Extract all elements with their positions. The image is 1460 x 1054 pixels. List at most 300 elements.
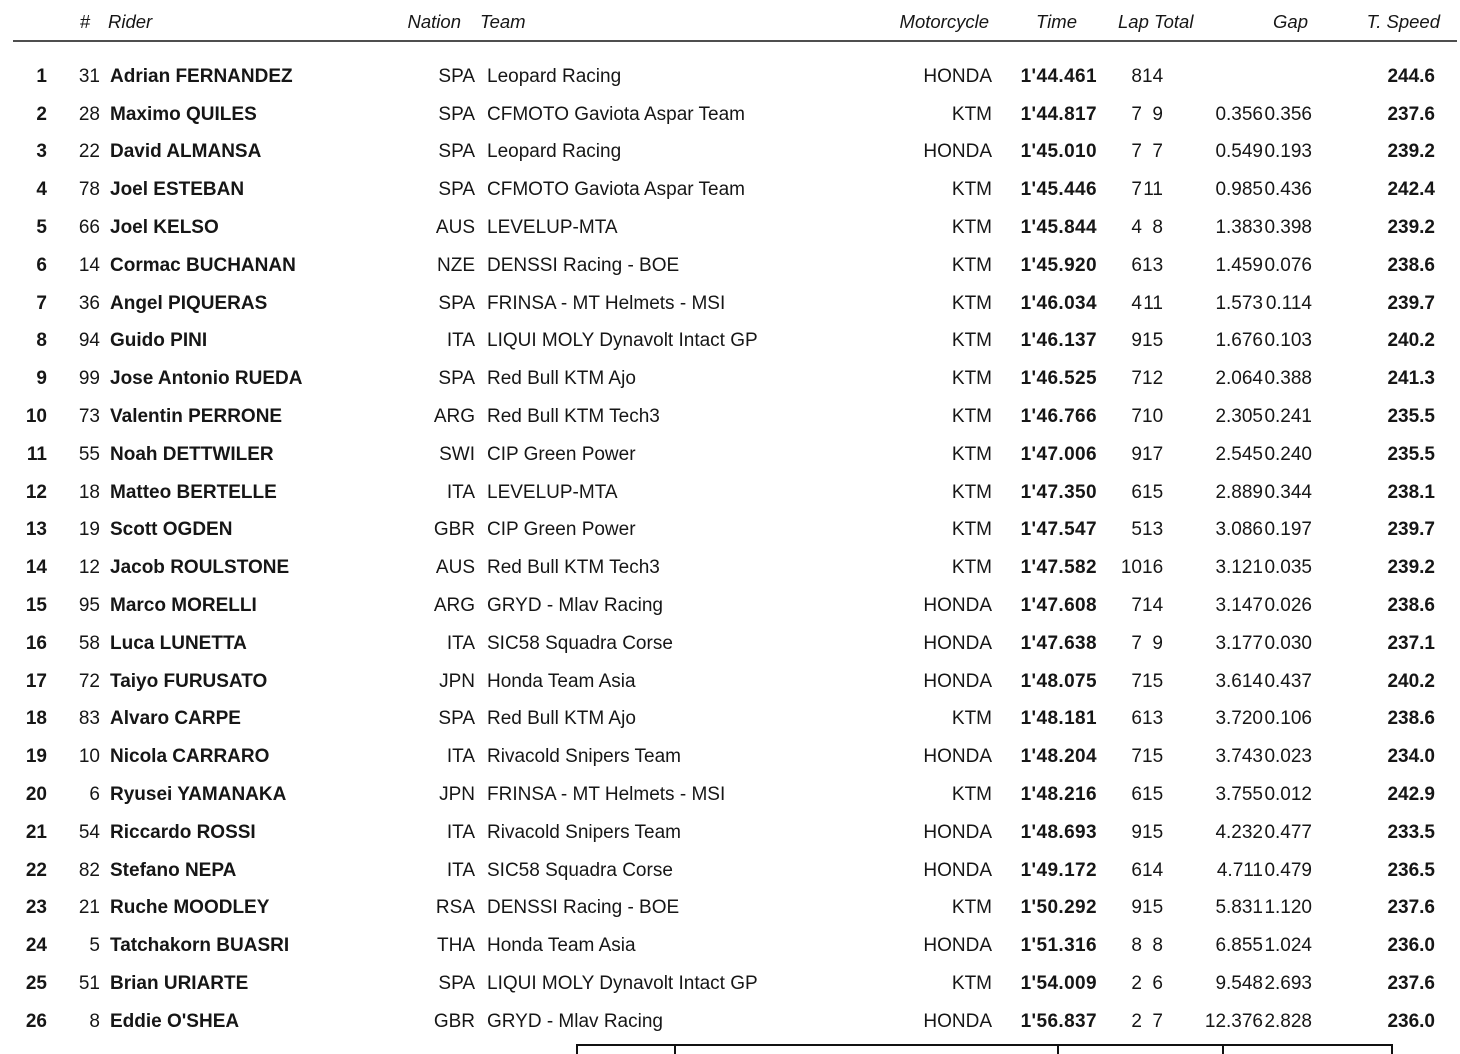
column-header-time: Time bbox=[1036, 11, 1077, 32]
cell-lap: 6 bbox=[1131, 708, 1142, 730]
cell-team: Rivacold Snipers Team bbox=[487, 746, 681, 768]
cell-total-laps: 15 bbox=[1142, 821, 1164, 843]
cell-position: 17 bbox=[25, 670, 47, 692]
cell-motorcycle: KTM bbox=[951, 368, 992, 390]
cell-top-speed: 237.6 bbox=[1387, 973, 1435, 995]
cell-gap-to-prev: 0.103 bbox=[1264, 330, 1312, 352]
cell-gap-to-prev: 0.479 bbox=[1264, 859, 1312, 881]
cell-team: SIC58 Squadra Corse bbox=[487, 859, 673, 881]
cell-top-speed: 238.1 bbox=[1387, 481, 1435, 503]
cell-gap-to-first: 12.376 bbox=[1204, 1010, 1263, 1032]
cell-lap: 8 bbox=[1131, 935, 1142, 957]
table-row bbox=[0, 474, 1435, 512]
cell-rider-name: Joel KELSO bbox=[110, 217, 219, 239]
cell-nation: ITA bbox=[446, 859, 475, 881]
cell-position: 9 bbox=[36, 368, 47, 390]
cell-rider-number: 78 bbox=[78, 179, 100, 201]
cell-nation: ITA bbox=[446, 821, 475, 843]
cell-total-laps: 16 bbox=[1142, 557, 1164, 579]
cell-time: 1'47.350 bbox=[1020, 481, 1097, 503]
cell-time: 1'50.292 bbox=[1020, 897, 1097, 919]
cell-time: 1'45.844 bbox=[1020, 217, 1097, 239]
cell-team: Honda Team Asia bbox=[487, 935, 636, 957]
cell-nation: ITA bbox=[446, 746, 475, 768]
cell-total-laps: 8 bbox=[1152, 217, 1163, 239]
cell-gap-to-prev: 0.114 bbox=[1265, 292, 1312, 314]
cell-gap-to-prev: 2.828 bbox=[1264, 1010, 1312, 1032]
cell-top-speed: 240.2 bbox=[1387, 330, 1435, 352]
cell-rider-name: Adrian FERNANDEZ bbox=[110, 65, 293, 87]
cell-motorcycle: HONDA bbox=[923, 746, 992, 768]
cell-motorcycle: KTM bbox=[951, 443, 992, 465]
cell-motorcycle: KTM bbox=[951, 406, 992, 428]
cell-lap: 6 bbox=[1131, 481, 1142, 503]
cell-total-laps: 15 bbox=[1142, 784, 1164, 806]
cell-gap-to-first: 3.755 bbox=[1215, 784, 1263, 806]
cell-gap-to-first: 3.147 bbox=[1215, 595, 1263, 617]
cell-rider-number: 72 bbox=[78, 670, 100, 692]
cell-top-speed: 237.6 bbox=[1387, 897, 1435, 919]
cell-rider-number: 51 bbox=[78, 973, 100, 995]
cell-nation: JPN bbox=[439, 784, 475, 806]
cell-gap-to-prev: 1.120 bbox=[1264, 897, 1312, 919]
cell-rider-name: Stefano NEPA bbox=[110, 859, 237, 881]
table-row bbox=[0, 247, 1435, 285]
cell-top-speed: 238.6 bbox=[1387, 595, 1435, 617]
cell-motorcycle: KTM bbox=[951, 481, 992, 503]
cell-total-laps: 17 bbox=[1142, 443, 1164, 465]
cell-lap: 7 bbox=[1131, 632, 1142, 654]
cell-nation: JPN bbox=[439, 670, 475, 692]
header-divider-rule bbox=[13, 40, 1457, 42]
cell-rider-number: 83 bbox=[78, 708, 100, 730]
cell-gap-to-prev: 0.388 bbox=[1264, 368, 1312, 390]
cell-time: 1'47.608 bbox=[1020, 595, 1097, 617]
cell-time: 1'46.034 bbox=[1020, 292, 1097, 314]
table-row bbox=[0, 549, 1435, 587]
cell-lap: 8 bbox=[1131, 65, 1142, 87]
cell-gap-to-first: 3.177 bbox=[1215, 632, 1263, 654]
cell-rider-number: 31 bbox=[78, 65, 100, 87]
cell-motorcycle: KTM bbox=[951, 973, 992, 995]
cell-time: 1'48.216 bbox=[1020, 784, 1097, 806]
cell-rider-number: 58 bbox=[78, 632, 100, 654]
cell-lap: 10 bbox=[1120, 557, 1142, 579]
cell-position: 20 bbox=[25, 784, 47, 806]
cell-lap: 7 bbox=[1131, 595, 1142, 617]
table-row bbox=[0, 323, 1435, 361]
cell-top-speed: 235.5 bbox=[1387, 406, 1435, 428]
cell-nation: ARG bbox=[433, 595, 475, 617]
cell-gap-to-prev: 0.026 bbox=[1264, 595, 1312, 617]
cell-rider-number: 6 bbox=[89, 784, 100, 806]
cell-top-speed: 233.5 bbox=[1387, 821, 1435, 843]
cell-gap-to-first: 5.831 bbox=[1215, 897, 1263, 919]
cell-nation: ITA bbox=[446, 632, 475, 654]
cell-time: 1'56.837 bbox=[1020, 1010, 1097, 1032]
cell-time: 1'44.817 bbox=[1020, 103, 1097, 125]
cell-gap-to-first: 9.548 bbox=[1215, 973, 1263, 995]
cell-lap: 4 bbox=[1131, 292, 1142, 314]
footer-table-divider bbox=[674, 1046, 676, 1054]
cell-gap-to-first: 0.985 bbox=[1215, 179, 1263, 201]
cell-total-laps: 15 bbox=[1142, 746, 1164, 768]
cell-gap-to-prev: 0.030 bbox=[1264, 632, 1312, 654]
cell-gap-to-prev: 0.012 bbox=[1264, 784, 1312, 806]
table-row bbox=[0, 134, 1435, 172]
cell-motorcycle: KTM bbox=[951, 179, 992, 201]
cell-gap-to-first: 2.889 bbox=[1215, 481, 1263, 503]
cell-motorcycle: KTM bbox=[951, 254, 992, 276]
cell-top-speed: 239.2 bbox=[1387, 217, 1435, 239]
table-row bbox=[0, 965, 1435, 1003]
cell-position: 4 bbox=[36, 179, 47, 201]
cell-position: 16 bbox=[25, 632, 47, 654]
cell-team: Red Bull KTM Ajo bbox=[487, 368, 636, 390]
cell-time: 1'47.638 bbox=[1020, 632, 1097, 654]
cell-nation: GBR bbox=[433, 519, 475, 541]
cell-gap-to-prev: 0.240 bbox=[1264, 443, 1312, 465]
cell-total-laps: 15 bbox=[1142, 330, 1164, 352]
cell-gap-to-prev: 1.024 bbox=[1264, 935, 1312, 957]
cell-rider-number: 55 bbox=[78, 443, 100, 465]
table-row bbox=[0, 171, 1435, 209]
cell-rider-name: Angel PIQUERAS bbox=[110, 292, 268, 314]
cell-gap-to-prev: 0.398 bbox=[1264, 217, 1312, 239]
cell-gap-to-prev: 0.436 bbox=[1264, 179, 1312, 201]
cell-gap-to-first: 1.676 bbox=[1215, 330, 1263, 352]
cell-lap: 9 bbox=[1131, 443, 1142, 465]
cell-gap-to-prev: 0.437 bbox=[1264, 670, 1312, 692]
cell-rider-number: 21 bbox=[78, 897, 100, 919]
cell-team: CFMOTO Gaviota Aspar Team bbox=[487, 103, 745, 125]
cell-total-laps: 9 bbox=[1152, 103, 1163, 125]
cell-nation: GBR bbox=[433, 1010, 475, 1032]
cell-motorcycle: KTM bbox=[951, 292, 992, 314]
cell-position: 5 bbox=[36, 217, 47, 239]
cell-time: 1'44.461 bbox=[1020, 65, 1097, 87]
cell-rider-name: David ALMANSA bbox=[110, 141, 262, 163]
footer-table-divider bbox=[1057, 1046, 1059, 1054]
table-row bbox=[0, 512, 1435, 550]
cell-time: 1'47.582 bbox=[1020, 557, 1097, 579]
cell-rider-name: Nicola CARRARO bbox=[110, 746, 270, 768]
cell-rider-number: 82 bbox=[78, 859, 100, 881]
cell-rider-number: 5 bbox=[89, 935, 100, 957]
cell-team: SIC58 Squadra Corse bbox=[487, 632, 673, 654]
cell-team: GRYD - Mlav Racing bbox=[487, 595, 663, 617]
cell-total-laps: 14 bbox=[1142, 859, 1164, 881]
cell-rider-number: 12 bbox=[78, 557, 100, 579]
cell-rider-number: 28 bbox=[78, 103, 100, 125]
cell-total-laps: 7 bbox=[1152, 141, 1163, 163]
cell-gap-to-prev: 0.023 bbox=[1264, 746, 1312, 768]
cell-position: 3 bbox=[36, 141, 47, 163]
cell-time: 1'45.010 bbox=[1020, 141, 1097, 163]
table-row bbox=[0, 701, 1435, 739]
cell-top-speed: 238.6 bbox=[1387, 254, 1435, 276]
column-header-position: # bbox=[79, 11, 90, 32]
table-row bbox=[0, 927, 1435, 965]
cell-gap-to-first: 3.720 bbox=[1215, 708, 1263, 730]
cell-lap: 7 bbox=[1131, 406, 1142, 428]
cell-team: FRINSA - MT Helmets - MSI bbox=[487, 292, 726, 314]
cell-nation: ARG bbox=[433, 406, 475, 428]
cell-gap-to-first: 2.305 bbox=[1215, 406, 1263, 428]
cell-lap: 6 bbox=[1131, 859, 1142, 881]
cell-team: Leopard Racing bbox=[487, 65, 622, 87]
cell-position: 24 bbox=[25, 935, 47, 957]
cell-position: 6 bbox=[36, 254, 47, 276]
cell-total-laps: 10 bbox=[1142, 406, 1164, 428]
column-header-top-speed: T. Speed bbox=[1366, 11, 1440, 32]
cell-gap-to-first: 3.743 bbox=[1215, 746, 1263, 768]
table-row bbox=[0, 738, 1435, 776]
cell-motorcycle: KTM bbox=[951, 330, 992, 352]
cell-top-speed: 236.5 bbox=[1387, 859, 1435, 881]
column-header-rider: Rider bbox=[108, 11, 153, 32]
cell-team: DENSSI Racing - BOE bbox=[487, 254, 680, 276]
cell-gap-to-first: 3.614 bbox=[1215, 670, 1263, 692]
cell-gap-to-prev: 2.693 bbox=[1264, 973, 1312, 995]
cell-gap-to-prev: 0.344 bbox=[1264, 481, 1312, 503]
cell-lap: 7 bbox=[1131, 746, 1142, 768]
cell-motorcycle: HONDA bbox=[923, 1010, 992, 1032]
cell-lap: 7 bbox=[1131, 103, 1142, 125]
cell-nation: SWI bbox=[439, 443, 475, 465]
cell-total-laps: 6 bbox=[1152, 973, 1163, 995]
cell-rider-name: Taiyo FURUSATO bbox=[110, 670, 268, 692]
table-row bbox=[0, 360, 1435, 398]
cell-time: 1'45.446 bbox=[1020, 179, 1097, 201]
cell-gap-to-prev: 0.356 bbox=[1264, 103, 1312, 125]
cell-gap-to-first: 1.383 bbox=[1215, 217, 1263, 239]
cell-motorcycle: HONDA bbox=[923, 141, 992, 163]
cell-motorcycle: HONDA bbox=[923, 595, 992, 617]
cell-total-laps: 13 bbox=[1142, 708, 1164, 730]
cell-gap-to-first: 4.711 bbox=[1216, 859, 1263, 881]
cell-nation: SPA bbox=[438, 103, 475, 125]
cell-gap-to-prev: 0.106 bbox=[1264, 708, 1312, 730]
cell-time: 1'49.172 bbox=[1020, 859, 1097, 881]
cell-total-laps: 15 bbox=[1142, 897, 1164, 919]
cell-gap-to-first: 0.356 bbox=[1215, 103, 1263, 125]
cell-team: CFMOTO Gaviota Aspar Team bbox=[487, 179, 745, 201]
cell-gap-to-prev: 0.197 bbox=[1264, 519, 1312, 541]
cell-time: 1'54.009 bbox=[1020, 973, 1097, 995]
cell-gap-to-first: 3.121 bbox=[1215, 557, 1263, 579]
cell-lap: 2 bbox=[1131, 1010, 1142, 1032]
cell-rider-name: Guido PINI bbox=[110, 330, 208, 352]
table-row bbox=[0, 58, 1435, 96]
cell-top-speed: 242.9 bbox=[1387, 784, 1435, 806]
cell-time: 1'48.181 bbox=[1020, 708, 1097, 730]
table-row bbox=[0, 285, 1435, 323]
cell-nation: SPA bbox=[438, 368, 475, 390]
cell-position: 1 bbox=[36, 65, 47, 87]
cell-team: Rivacold Snipers Team bbox=[487, 821, 681, 843]
cell-rider-number: 94 bbox=[78, 330, 100, 352]
cell-time: 1'51.316 bbox=[1020, 935, 1097, 957]
cell-total-laps: 9 bbox=[1152, 632, 1163, 654]
cell-top-speed: 236.0 bbox=[1387, 1010, 1435, 1032]
cell-rider-name: Matteo BERTELLE bbox=[110, 481, 277, 503]
cell-team: CIP Green Power bbox=[487, 519, 636, 541]
cell-motorcycle: KTM bbox=[951, 784, 992, 806]
cell-total-laps: 15 bbox=[1142, 481, 1164, 503]
cell-gap-to-prev: 0.076 bbox=[1264, 254, 1312, 276]
cell-total-laps: 7 bbox=[1152, 1010, 1163, 1032]
cell-motorcycle: KTM bbox=[951, 897, 992, 919]
cell-nation: NZE bbox=[437, 254, 475, 276]
cell-top-speed: 240.2 bbox=[1387, 670, 1435, 692]
cell-motorcycle: HONDA bbox=[923, 935, 992, 957]
cell-position: 15 bbox=[25, 595, 47, 617]
cell-rider-name: Cormac BUCHANAN bbox=[110, 254, 296, 276]
cell-top-speed: 239.2 bbox=[1387, 141, 1435, 163]
cell-rider-name: Jacob ROULSTONE bbox=[110, 557, 290, 579]
cell-team: LEVELUP-MTA bbox=[487, 217, 618, 239]
cell-lap: 4 bbox=[1131, 217, 1142, 239]
cell-total-laps: 15 bbox=[1142, 670, 1164, 692]
cell-nation: ITA bbox=[446, 330, 475, 352]
table-row bbox=[0, 852, 1435, 890]
cell-position: 12 bbox=[25, 481, 47, 503]
cell-lap: 6 bbox=[1131, 784, 1142, 806]
table-row bbox=[0, 436, 1435, 474]
cell-position: 13 bbox=[25, 519, 47, 541]
cell-position: 23 bbox=[25, 897, 47, 919]
cell-lap: 6 bbox=[1131, 254, 1142, 276]
cell-team: Red Bull KTM Tech3 bbox=[487, 406, 660, 428]
cell-rider-name: Maximo QUILES bbox=[110, 103, 257, 125]
cell-time: 1'47.006 bbox=[1020, 443, 1097, 465]
cell-nation: SPA bbox=[438, 292, 475, 314]
cell-rider-number: 8 bbox=[89, 1010, 100, 1032]
cell-gap-to-first: 0.549 bbox=[1215, 141, 1263, 163]
cell-team: LEVELUP-MTA bbox=[487, 481, 618, 503]
cell-rider-name: Marco MORELLI bbox=[110, 595, 257, 617]
cell-total-laps: 11 bbox=[1143, 292, 1163, 314]
cell-total-laps: 13 bbox=[1142, 519, 1164, 541]
cell-team: Red Bull KTM Ajo bbox=[487, 708, 636, 730]
cell-position: 11 bbox=[26, 443, 47, 465]
cell-time: 1'48.204 bbox=[1020, 746, 1097, 768]
cell-lap: 5 bbox=[1131, 519, 1142, 541]
column-header-gap: Gap bbox=[1273, 11, 1308, 32]
cell-rider-name: Scott OGDEN bbox=[110, 519, 233, 541]
cell-gap-to-first: 2.064 bbox=[1215, 368, 1263, 390]
cell-team: Honda Team Asia bbox=[487, 670, 636, 692]
cell-motorcycle: HONDA bbox=[923, 632, 992, 654]
table-row bbox=[0, 776, 1435, 814]
cell-team: DENSSI Racing - BOE bbox=[487, 897, 680, 919]
cell-top-speed: 234.0 bbox=[1387, 746, 1435, 768]
cell-nation: AUS bbox=[435, 217, 475, 239]
cell-motorcycle: KTM bbox=[951, 103, 992, 125]
cell-motorcycle: KTM bbox=[951, 217, 992, 239]
cell-rider-number: 54 bbox=[78, 821, 100, 843]
cell-position: 2 bbox=[36, 103, 47, 125]
cell-gap-to-first: 1.459 bbox=[1215, 254, 1263, 276]
cell-rider-name: Tatchakorn BUASRI bbox=[110, 935, 290, 957]
cell-gap-to-prev: 0.477 bbox=[1264, 821, 1312, 843]
cell-nation: SPA bbox=[438, 179, 475, 201]
table-row bbox=[0, 1003, 1435, 1041]
cell-gap-to-prev: 0.241 bbox=[1264, 406, 1312, 428]
cell-top-speed: 242.4 bbox=[1387, 179, 1435, 201]
cell-gap-to-first: 4.232 bbox=[1215, 821, 1263, 843]
cell-total-laps: 12 bbox=[1142, 368, 1164, 390]
cell-nation: SPA bbox=[438, 141, 475, 163]
table-row bbox=[0, 890, 1435, 928]
cell-top-speed: 237.1 bbox=[1387, 632, 1435, 654]
cell-total-laps: 14 bbox=[1142, 595, 1164, 617]
cell-time: 1'45.920 bbox=[1020, 254, 1097, 276]
cell-position: 19 bbox=[25, 746, 47, 768]
cell-motorcycle: KTM bbox=[951, 519, 992, 541]
table-row bbox=[0, 587, 1435, 625]
footer-table-divider bbox=[1222, 1046, 1224, 1054]
cell-gap-to-prev: 0.035 bbox=[1264, 557, 1312, 579]
cell-nation: SPA bbox=[438, 65, 475, 87]
cell-gap-to-first: 2.545 bbox=[1215, 443, 1263, 465]
cell-time: 1'48.075 bbox=[1020, 670, 1097, 692]
table-row bbox=[0, 398, 1435, 436]
cell-top-speed: 235.5 bbox=[1387, 443, 1435, 465]
cell-rider-name: Ryusei YAMANAKA bbox=[110, 784, 287, 806]
cell-motorcycle: HONDA bbox=[923, 670, 992, 692]
footer-table-partial bbox=[576, 1044, 1393, 1054]
cell-motorcycle: KTM bbox=[951, 557, 992, 579]
cell-lap: 7 bbox=[1131, 670, 1142, 692]
cell-position: 25 bbox=[25, 973, 47, 995]
column-header-lap-total: Lap Total bbox=[1118, 11, 1194, 32]
cell-rider-number: 95 bbox=[78, 595, 100, 617]
cell-top-speed: 239.2 bbox=[1387, 557, 1435, 579]
cell-gap-to-first: 1.573 bbox=[1215, 292, 1263, 314]
cell-time: 1'48.693 bbox=[1020, 821, 1097, 843]
cell-position: 7 bbox=[36, 292, 47, 314]
cell-gap-to-prev: 0.193 bbox=[1264, 141, 1312, 163]
cell-rider-number: 10 bbox=[78, 746, 100, 768]
cell-rider-name: Alvaro CARPE bbox=[110, 708, 241, 730]
cell-top-speed: 238.6 bbox=[1387, 708, 1435, 730]
results-table bbox=[0, 58, 1435, 1041]
cell-lap: 7 bbox=[1131, 141, 1142, 163]
table-row bbox=[0, 663, 1435, 701]
cell-team: Red Bull KTM Tech3 bbox=[487, 557, 660, 579]
cell-rider-number: 66 bbox=[78, 217, 100, 239]
table-row bbox=[0, 96, 1435, 134]
cell-nation: SPA bbox=[438, 708, 475, 730]
cell-lap: 9 bbox=[1131, 821, 1142, 843]
cell-rider-name: Noah DETTWILER bbox=[110, 443, 274, 465]
table-row bbox=[0, 209, 1435, 247]
cell-position: 14 bbox=[25, 557, 47, 579]
cell-rider-number: 22 bbox=[78, 141, 100, 163]
cell-gap-to-first: 3.086 bbox=[1215, 519, 1263, 541]
cell-lap: 7 bbox=[1131, 179, 1142, 201]
cell-nation: ITA bbox=[446, 481, 475, 503]
cell-lap: 9 bbox=[1131, 330, 1142, 352]
cell-position: 18 bbox=[25, 708, 47, 730]
cell-nation: SPA bbox=[438, 973, 475, 995]
cell-rider-name: Luca LUNETTA bbox=[110, 632, 247, 654]
column-header-nation: Nation bbox=[407, 11, 461, 32]
cell-top-speed: 241.3 bbox=[1387, 368, 1435, 390]
cell-time: 1'46.525 bbox=[1020, 368, 1097, 390]
